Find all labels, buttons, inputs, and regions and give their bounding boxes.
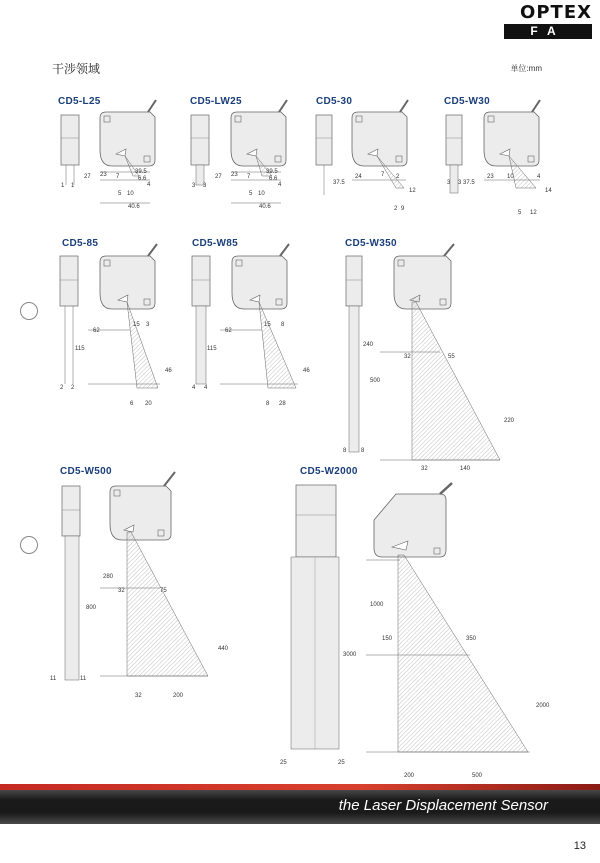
dim-text: 12 xyxy=(530,210,537,216)
dim-text: 62 xyxy=(225,328,232,334)
dim-text: 150 xyxy=(382,636,393,642)
dim-text: 140 xyxy=(460,466,471,472)
dim-text: 2000 xyxy=(536,703,550,709)
dim-text: 32 xyxy=(135,693,142,699)
dim-text: 14 xyxy=(545,188,552,194)
dim-text: 3 xyxy=(146,322,150,328)
brand-bottom-text: FA xyxy=(504,24,592,39)
dim-text: 500 xyxy=(472,773,483,779)
dim-text: 5 xyxy=(249,191,253,197)
dim-text: 8 xyxy=(281,322,285,328)
dim-text: 6 xyxy=(130,401,134,407)
dim-text: 2 xyxy=(71,385,75,391)
model-label-cd5-w350: CD5-W350 xyxy=(345,238,397,249)
dim-text: 32 xyxy=(404,354,411,360)
dim-text: 1 xyxy=(61,183,65,189)
dim-text: 8 xyxy=(361,448,365,454)
dim-text: 115 xyxy=(75,346,85,352)
dim-text: 7 xyxy=(116,174,120,180)
footer-tagline: the Laser Displacement Sensor xyxy=(338,797,548,814)
drawing-cd5-w500 xyxy=(62,472,208,680)
dim-text: 25 xyxy=(280,760,287,766)
dim-text: 23 xyxy=(487,174,494,180)
dim-text: 5 xyxy=(518,210,522,216)
section-title: 干涉领域 xyxy=(52,62,101,76)
dim-text: 1000 xyxy=(370,602,384,608)
dim-text: 39.5 xyxy=(266,169,278,175)
dim-text: 4 xyxy=(147,182,151,188)
model-label-cd5-30: CD5-30 xyxy=(316,96,353,107)
dim-text: 11 xyxy=(50,676,57,682)
model-label-cd5-w2000: CD5-W2000 xyxy=(300,466,358,477)
dim-text: 200 xyxy=(173,693,184,699)
dim-text: 28 xyxy=(279,401,286,407)
dim-text: 4 xyxy=(537,174,541,180)
dim-text: 8 xyxy=(343,448,347,454)
dim-text: 240 xyxy=(363,342,374,348)
dim-text: 3 xyxy=(192,183,196,189)
dim-text: 40.6 xyxy=(259,204,271,210)
dim-text: 4 xyxy=(192,385,196,391)
dim-text: 350 xyxy=(466,636,477,642)
dim-text: 3 xyxy=(447,180,451,186)
model-label-cd5-lw25: CD5-LW25 xyxy=(190,96,242,107)
model-label-cd5-w500: CD5-W500 xyxy=(60,466,112,477)
dim-text: 3000 xyxy=(343,652,357,658)
drawing-cd5-30 xyxy=(316,100,408,195)
dim-text: 3 xyxy=(203,183,207,189)
unit-label: 单位:mm xyxy=(510,64,542,73)
dim-text: 25 xyxy=(338,760,345,766)
dim-text: 8 xyxy=(266,401,270,407)
dim-text: 20 xyxy=(145,401,152,407)
dim-text: 10 xyxy=(127,191,134,197)
dim-text: 40.6 xyxy=(128,204,140,210)
dim-text: 800 xyxy=(86,605,97,611)
page-number: 13 xyxy=(573,840,586,852)
dim-text: 15 xyxy=(264,322,271,328)
dim-text: 46 xyxy=(303,368,310,374)
brand-top-text: OPTEX xyxy=(520,2,592,23)
dim-text: 23 xyxy=(100,172,107,178)
dim-text: 55 xyxy=(448,354,455,360)
drawing-cd5-w85 xyxy=(192,244,298,388)
dim-text: 500 xyxy=(370,378,381,384)
dim-text: 39.5 xyxy=(135,169,147,175)
dim-text: 27 xyxy=(215,174,222,180)
dim-text: 7 xyxy=(381,172,385,178)
dim-text: 4 xyxy=(278,182,282,188)
dim-text: 9 xyxy=(401,206,405,212)
dim-text: 12 xyxy=(409,188,416,194)
dim-text: 75 xyxy=(160,588,167,594)
dim-text: 24 xyxy=(355,174,362,180)
dim-text: 5 xyxy=(118,191,122,197)
dim-text: 7 xyxy=(247,174,251,180)
dim-text: 10 xyxy=(507,174,514,180)
dim-text: 32 xyxy=(421,466,428,472)
dim-text: 220 xyxy=(504,418,515,424)
dim-text: 2 xyxy=(396,174,400,180)
dim-text: 280 xyxy=(103,574,114,580)
dim-text: 37.5 xyxy=(333,180,345,186)
model-label-cd5-l25: CD5-L25 xyxy=(58,96,101,107)
footer-red-stripe xyxy=(0,784,600,790)
dim-text: 32 xyxy=(118,588,125,594)
dim-text: 6.6 xyxy=(269,176,278,182)
model-label-cd5-85: CD5-85 xyxy=(62,238,99,249)
dim-text: 15 xyxy=(133,322,140,328)
drawing-cd5-l25 xyxy=(61,100,156,203)
dim-text: 11 xyxy=(80,676,87,682)
dim-text: 27 xyxy=(84,174,91,180)
dim-text: 2 xyxy=(394,206,398,212)
dim-text: 10 xyxy=(258,191,265,197)
dim-text: 4 xyxy=(204,385,208,391)
dim-text: 6.6 xyxy=(138,176,147,182)
dim-text: 37.5 xyxy=(463,180,475,186)
dim-text: 3 xyxy=(458,180,462,186)
model-label-cd5-w30: CD5-W30 xyxy=(444,96,490,107)
dim-text: 46 xyxy=(165,368,172,374)
drawing-cd5-w2000 xyxy=(291,483,530,752)
dim-text: 2 xyxy=(60,385,64,391)
dim-text: 200 xyxy=(404,773,415,779)
dim-text: 115 xyxy=(207,346,217,352)
dim-text: 23 xyxy=(231,172,238,178)
drawing-cd5-w350 xyxy=(346,244,500,460)
dim-text: 440 xyxy=(218,646,229,652)
dim-text: 62 xyxy=(93,328,100,334)
dim-text: 1 xyxy=(71,183,75,189)
model-label-cd5-w85: CD5-W85 xyxy=(192,238,238,249)
drawing-cd5-85 xyxy=(60,244,160,388)
